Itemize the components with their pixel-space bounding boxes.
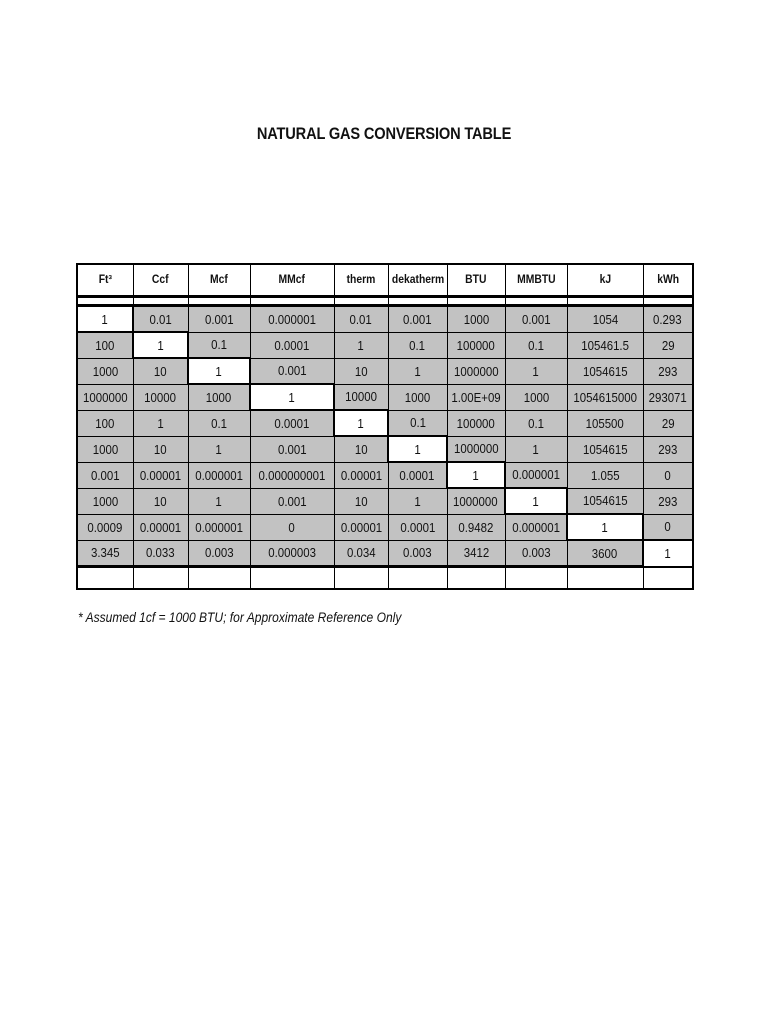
cell-value: 1 — [664, 545, 672, 561]
table-cell — [643, 514, 693, 540]
table-cell — [133, 384, 188, 410]
table-cell — [334, 488, 388, 514]
column-header — [334, 264, 388, 297]
table-cell-identity — [567, 514, 643, 540]
column-header-label: therm — [346, 274, 376, 286]
table-cell — [505, 540, 567, 567]
table-cell — [567, 488, 643, 514]
table-cell-empty — [505, 567, 567, 590]
cell-value: 0.003 — [204, 545, 234, 561]
table-cell — [447, 332, 505, 358]
table-cell — [334, 462, 388, 488]
table-cell — [505, 306, 567, 333]
column-header-label: kWh — [656, 274, 679, 286]
table-cell — [447, 306, 505, 333]
table-cell-identity — [250, 384, 334, 410]
table-cell — [643, 358, 693, 384]
table-cell-empty — [643, 567, 693, 590]
table-cell — [250, 306, 334, 333]
cell-value: 10 — [153, 363, 167, 379]
cell-value: 0.001 — [277, 493, 307, 509]
table-cell — [643, 384, 693, 410]
table-cell — [133, 540, 188, 567]
table-cell — [388, 358, 447, 384]
column-header-label: Ccf — [152, 274, 169, 286]
cell-value: 1000 — [92, 363, 118, 379]
table-cell — [567, 410, 643, 436]
cell-value: 1054 — [592, 311, 618, 327]
cell-value: 0.001 — [403, 311, 432, 327]
table-cell — [388, 384, 447, 410]
cell-value: 29 — [661, 415, 675, 431]
cell-value: 0.293 — [653, 311, 683, 327]
cell-value: 0.000001 — [195, 519, 243, 535]
cell-value: 293 — [658, 441, 678, 457]
cell-value: 0.1 — [409, 415, 426, 431]
table-cell-identity — [334, 410, 388, 436]
cell-value: 3600 — [592, 545, 618, 561]
cell-value: 1.055 — [590, 467, 620, 483]
cell-value: 10 — [154, 441, 167, 457]
table-cell — [133, 514, 188, 540]
cell-value: 0.00001 — [139, 519, 182, 535]
table-cell — [77, 358, 133, 384]
conversion-table — [76, 263, 694, 590]
table-cell — [77, 436, 133, 462]
table-cell — [188, 540, 250, 567]
table-cell — [447, 488, 505, 514]
table-cell — [334, 306, 388, 333]
table-cell — [447, 410, 505, 436]
table-cell — [77, 540, 133, 567]
table-cell — [505, 436, 567, 462]
cell-value: 1000 — [92, 441, 118, 457]
table-cell — [505, 410, 567, 436]
cell-value: 0.000003 — [268, 545, 316, 561]
cell-value: 1 — [532, 441, 540, 457]
table-row-empty — [77, 567, 693, 590]
table-row — [77, 488, 693, 514]
cell-value: 1 — [157, 415, 164, 431]
table-cell — [250, 488, 334, 514]
table-row — [77, 306, 693, 333]
table-cell — [250, 514, 334, 540]
table-cell — [388, 540, 447, 567]
table-cell — [447, 436, 505, 462]
table-cell — [643, 462, 693, 488]
table-cell — [505, 332, 567, 358]
table-cell — [250, 358, 334, 384]
table-cell — [77, 384, 133, 410]
cell-value: 0.001 — [277, 363, 307, 379]
cell-value: 0.00001 — [340, 467, 382, 483]
column-header — [77, 264, 133, 297]
cell-value: 10000 — [345, 389, 378, 405]
table-cell — [188, 306, 250, 333]
table-cell — [250, 462, 334, 488]
table-cell — [643, 332, 693, 358]
cell-value: 0.1 — [211, 337, 228, 353]
table-row — [77, 410, 693, 436]
table-cell — [188, 488, 250, 514]
column-header — [447, 264, 505, 297]
table-cell — [133, 358, 188, 384]
table-cell — [77, 410, 133, 436]
cell-value: 100000 — [456, 337, 496, 353]
column-header-label: MMcf — [278, 274, 306, 286]
cell-value: 1000 — [404, 389, 431, 405]
table-cell — [567, 306, 643, 333]
table-cell — [334, 332, 388, 358]
column-header — [133, 264, 188, 297]
table-cell — [643, 410, 693, 436]
cell-value: 0.000000001 — [258, 467, 326, 483]
table-cell-empty — [334, 567, 388, 590]
column-header — [188, 264, 250, 297]
cell-value: 10 — [354, 363, 368, 379]
table-cell — [133, 410, 188, 436]
column-header — [643, 264, 693, 297]
cell-value: 10 — [354, 441, 368, 457]
cell-value: 0.00001 — [340, 519, 382, 535]
table-header-row — [77, 264, 693, 297]
table-cell — [447, 514, 505, 540]
table-cell — [334, 540, 388, 567]
cell-value: 1 — [357, 337, 365, 353]
table-cell — [388, 488, 447, 514]
table-cell — [133, 462, 188, 488]
table-cell-identity — [188, 358, 250, 384]
table-cell — [505, 514, 567, 540]
table-cell-identity — [505, 488, 567, 514]
table-cell — [133, 306, 188, 333]
table-cell — [334, 514, 388, 540]
cell-value: 3.345 — [90, 545, 120, 561]
table-cell — [77, 332, 133, 358]
cell-value: 1 — [288, 389, 296, 405]
column-header — [388, 264, 447, 297]
table-cell — [447, 384, 505, 410]
cell-value: 0.000001 — [512, 467, 561, 483]
cell-value: 1 — [414, 493, 421, 509]
cell-value: 1.00E+09 — [451, 389, 501, 405]
table-row — [77, 462, 693, 488]
cell-value: 0.1 — [211, 415, 227, 431]
cell-value: 0.9482 — [458, 519, 494, 535]
table-cell — [334, 358, 388, 384]
column-header-label: dekatherm — [391, 274, 444, 286]
cell-value: 0.000001 — [268, 311, 316, 327]
table-cell-identity — [133, 332, 188, 358]
cell-value: 0.01 — [149, 311, 172, 327]
cell-value: 0.000001 — [195, 467, 243, 483]
cell-value: 1054615000 — [573, 389, 637, 405]
cell-value: 105461.5 — [581, 337, 629, 353]
cell-value: 0 — [664, 519, 672, 535]
column-header — [250, 264, 334, 297]
table-cell — [133, 436, 188, 462]
cell-value: 10 — [154, 493, 167, 509]
table-cell — [188, 384, 250, 410]
cell-value: 10000 — [144, 389, 177, 405]
cell-value: 0.001 — [521, 311, 551, 327]
cell-value: 1000 — [463, 311, 489, 327]
cell-value: 0.001 — [277, 441, 307, 457]
cell-value: 0.033 — [146, 545, 175, 561]
table-cell-empty — [133, 567, 188, 590]
cell-value: 0.1 — [409, 337, 426, 353]
table-cell — [567, 358, 643, 384]
table-cell-empty — [567, 567, 643, 590]
table-cell — [250, 540, 334, 567]
table-cell-identity — [388, 436, 447, 462]
cell-value: 1 — [357, 415, 365, 431]
table-cell — [505, 462, 567, 488]
table-cell-identity — [643, 540, 693, 567]
cell-value: 29 — [661, 337, 675, 353]
cell-value: 0.1 — [528, 415, 544, 431]
cell-value: 293071 — [648, 389, 687, 405]
table-cell — [188, 514, 250, 540]
cell-value: 0.034 — [346, 545, 376, 561]
table-row — [77, 358, 693, 384]
cell-value: 3412 — [463, 545, 489, 561]
cell-value: 1 — [215, 493, 223, 509]
cell-value: 1 — [215, 363, 223, 379]
cell-value: 0.0001 — [399, 467, 435, 483]
cell-value: 293 — [658, 493, 678, 509]
table-cell — [388, 306, 447, 333]
cell-value: 0 — [288, 519, 296, 535]
table-cell — [188, 462, 250, 488]
cell-value: 0.01 — [349, 311, 373, 327]
table-cell — [567, 384, 643, 410]
column-header-label: MMBTU — [516, 274, 556, 286]
header-separator — [77, 297, 693, 306]
column-header — [567, 264, 643, 297]
cell-value: 10 — [354, 493, 368, 509]
cell-value: 1 — [532, 493, 540, 509]
column-header-label: BTU — [465, 274, 487, 286]
cell-value: 1 — [101, 311, 109, 327]
table-row — [77, 436, 693, 462]
cell-value: 100 — [95, 415, 115, 431]
cell-value: 0.0001 — [399, 519, 435, 535]
cell-value: 0.003 — [521, 545, 551, 561]
table-cell-identity — [447, 462, 505, 488]
table-row — [77, 384, 693, 410]
table-cell-empty — [447, 567, 505, 590]
cell-value: 1000000 — [453, 363, 499, 379]
table-cell — [77, 488, 133, 514]
table-cell — [567, 462, 643, 488]
cell-value: 0.1 — [528, 337, 544, 353]
table-cell — [250, 332, 334, 358]
cell-value: 1000000 — [453, 493, 499, 509]
cell-value: 0.00001 — [139, 467, 182, 483]
cell-value: 1054615 — [582, 363, 628, 379]
cell-value: 0.0001 — [274, 337, 310, 353]
table-cell — [567, 436, 643, 462]
table-row — [77, 332, 693, 358]
cell-value: 1 — [414, 363, 421, 379]
column-header-label: Ft³ — [98, 274, 112, 286]
table-cell — [447, 358, 505, 384]
table-cell — [388, 514, 447, 540]
cell-value: 1054615 — [582, 493, 628, 509]
table-cell — [334, 436, 388, 462]
cell-value: 1 — [532, 363, 540, 379]
cell-value: 1 — [601, 519, 609, 535]
table-cell — [643, 436, 693, 462]
table-cell — [388, 410, 447, 436]
column-header-label: Mcf — [210, 274, 228, 286]
cell-value: 293 — [658, 363, 678, 379]
table-cell — [188, 332, 250, 358]
table-cell — [388, 332, 447, 358]
cell-value: 0.0009 — [87, 519, 123, 535]
table-row — [77, 540, 693, 567]
cell-value: 0 — [664, 467, 671, 483]
table-row — [77, 514, 693, 540]
cell-value: 105500 — [585, 415, 625, 431]
table-cell — [643, 488, 693, 514]
cell-value: 1000000 — [453, 441, 499, 457]
cell-value: 1 — [215, 441, 223, 457]
cell-value: 1054615 — [582, 441, 628, 457]
table-cell — [567, 540, 643, 567]
cell-value: 0.0001 — [274, 415, 310, 431]
table-cell-empty — [188, 567, 250, 590]
table-cell — [250, 436, 334, 462]
table-cell — [77, 514, 133, 540]
cell-value: 1000 — [523, 389, 549, 405]
cell-value: 1000000 — [82, 389, 128, 405]
cell-value: 100000 — [456, 415, 496, 431]
table-cell — [188, 436, 250, 462]
cell-value: 1 — [414, 441, 421, 457]
table-cell — [447, 540, 505, 567]
table-cell — [567, 332, 643, 358]
cell-value: 1 — [157, 337, 164, 353]
cell-value: 1 — [472, 467, 480, 483]
table-cell — [77, 462, 133, 488]
table-cell — [250, 410, 334, 436]
table-cell-identity — [77, 306, 133, 333]
cell-value: 0.003 — [403, 545, 432, 561]
table-cell — [505, 358, 567, 384]
table-cell — [643, 306, 693, 333]
table-cell — [188, 410, 250, 436]
footnote: * Assumed 1cf = 1000 BTU; for Approximate Reference Only — [78, 609, 402, 625]
cell-value: 0.001 — [90, 467, 120, 483]
table-cell — [388, 462, 447, 488]
cell-value: 0.001 — [204, 311, 234, 327]
column-header-label: kJ — [599, 274, 611, 286]
table-cell-empty — [250, 567, 334, 590]
table-cell — [505, 384, 567, 410]
cell-value: 1000 — [92, 493, 118, 509]
cell-value: 0.000001 — [511, 519, 560, 535]
cell-value: 100 — [95, 337, 115, 353]
cell-value: 1000 — [206, 389, 232, 405]
table-cell — [334, 384, 388, 410]
page-title: NATURAL GAS CONVERSION TABLE — [256, 124, 512, 143]
table-cell — [133, 488, 188, 514]
column-header — [505, 264, 567, 297]
table-cell-empty — [77, 567, 133, 590]
table-cell-empty — [388, 567, 447, 590]
